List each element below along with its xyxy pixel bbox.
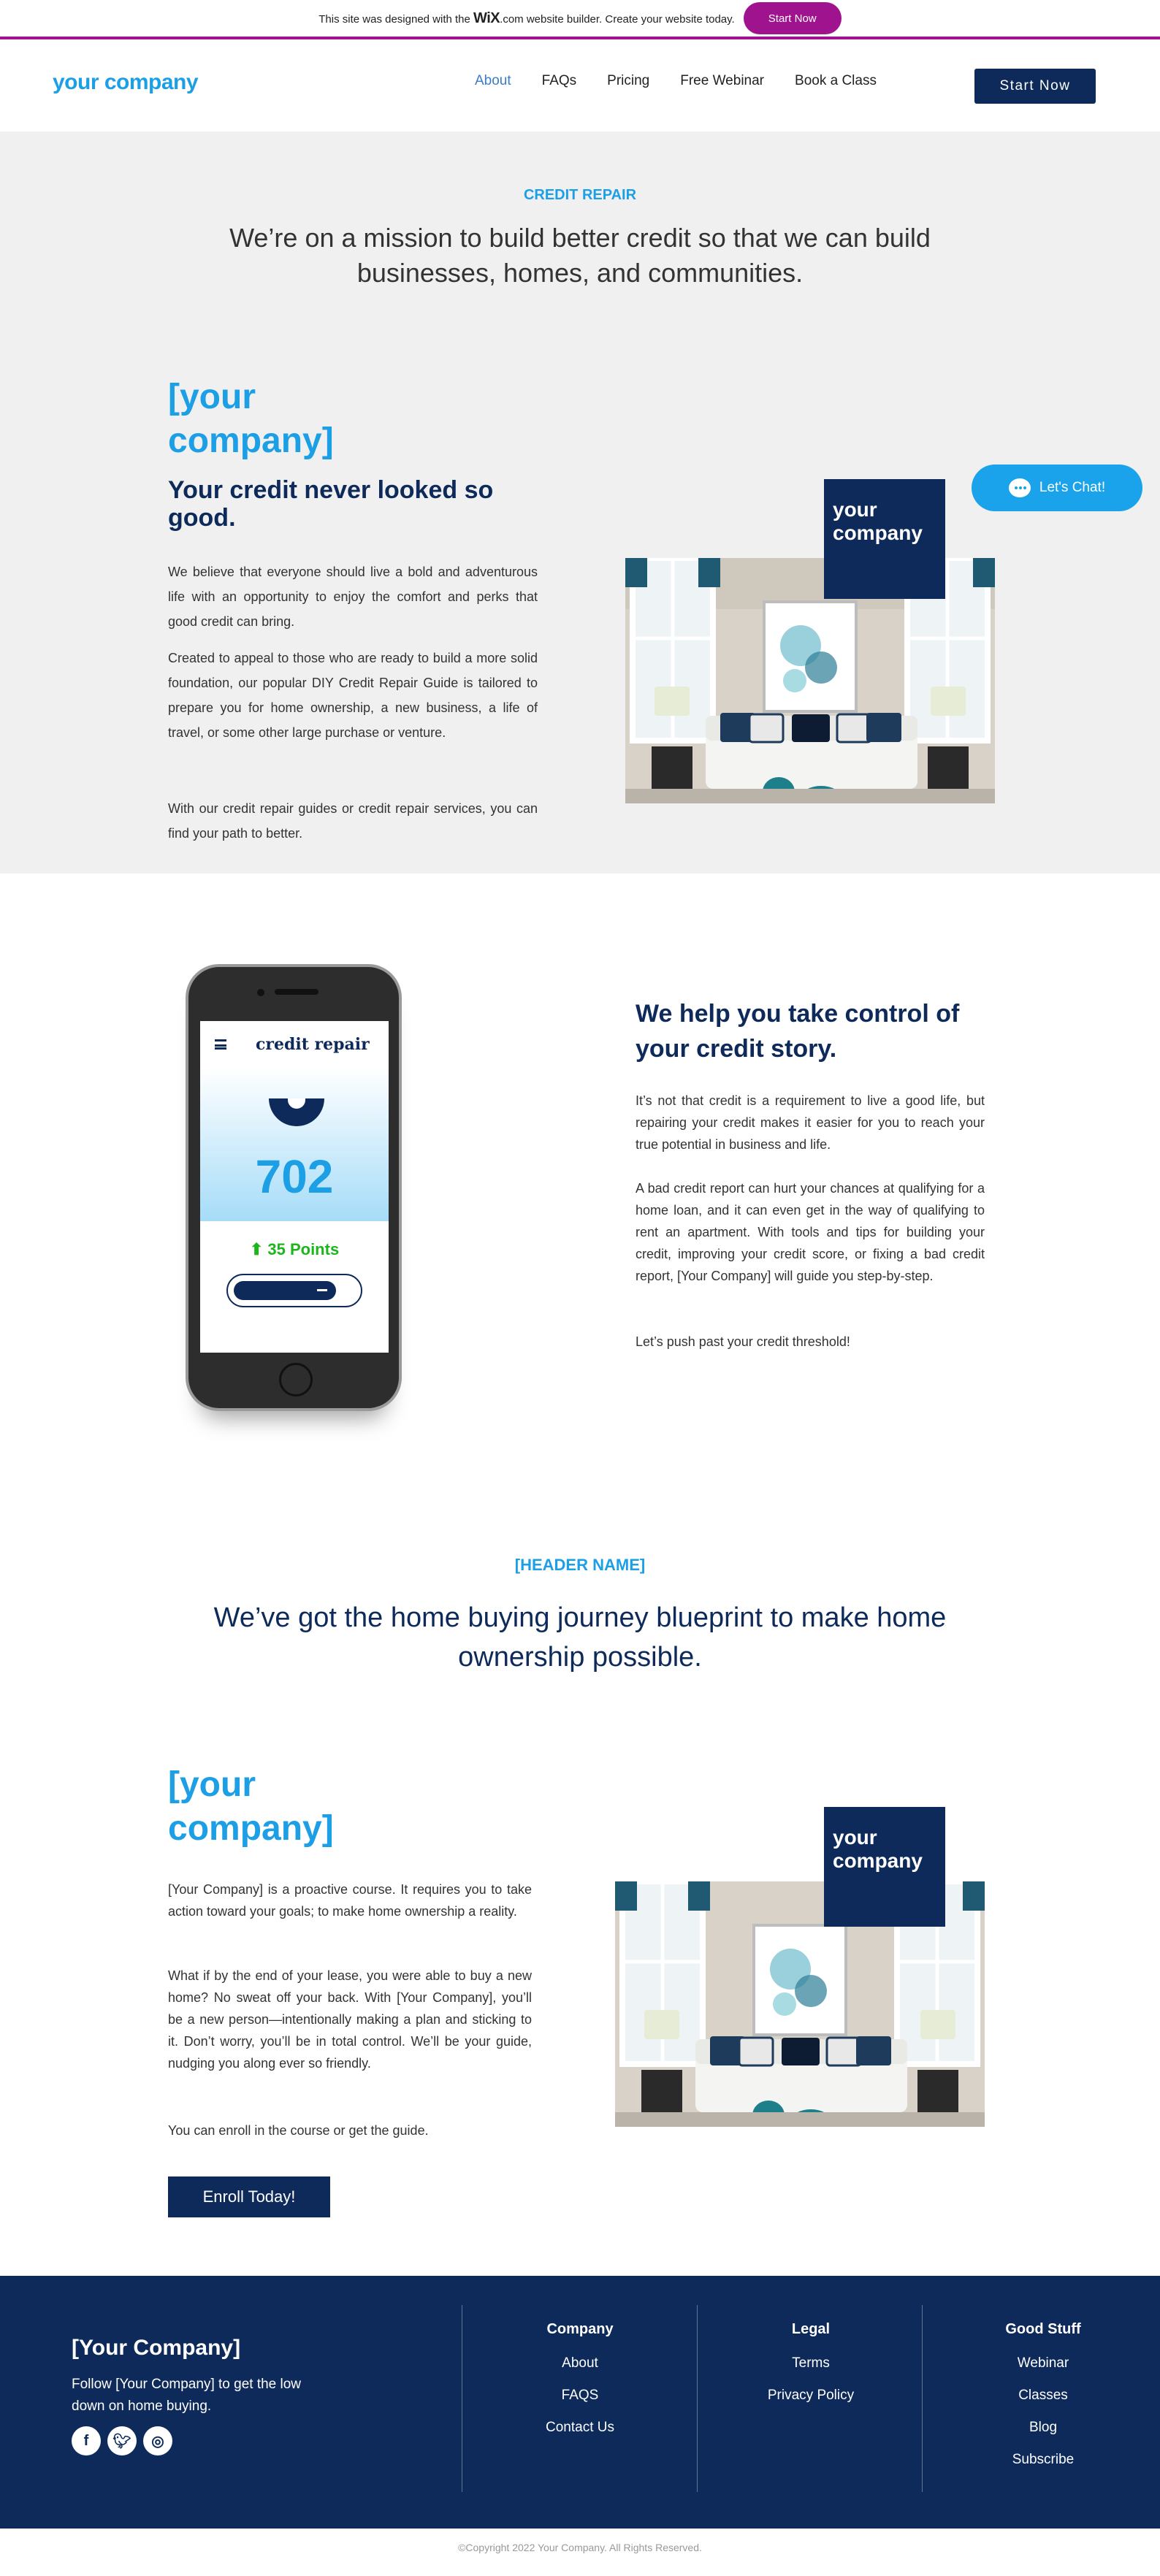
- copyright: ©Copyright 2022 Your Company. All Rights Reserved.: [458, 2542, 702, 2553]
- mission-statement: We’re on a mission to build better credit so that we can build businesses, homes, and communities.: [229, 223, 931, 288]
- chat-bubble-icon: [1009, 478, 1031, 497]
- footer-link-faqs[interactable]: FAQS: [561, 2388, 599, 2403]
- start-now-button[interactable]: Start Now: [974, 69, 1096, 104]
- footer-legal-heading: Legal: [791, 2321, 831, 2337]
- points-gain: ⬆ 35 Points: [249, 1240, 340, 1258]
- credit-story-paragraph-2: A bad credit report can hurt your chances at qualifying for a home loan, and it can even get in the way of qualifying to rent an apartment. With tools and tips for building your credit, improving your credit score, or fixing a bad credit report, [Your Company] will guide you step-by-step.: [636, 1181, 985, 1283]
- footer-good-stuff-column: [948, 2321, 1138, 2484]
- phone-screen: [200, 1021, 389, 1353]
- footer-link-webinar[interactable]: Webinar: [1017, 2355, 1069, 2371]
- footer-good-stuff-heading: Good Stuff: [1005, 2321, 1081, 2337]
- social-links: [72, 2426, 172, 2455]
- credit-story-heading: We help you take control of your credit story.: [636, 1000, 960, 1063]
- intro-eyebrow: CREDIT REPAIR: [523, 187, 637, 203]
- wix-banner: [0, 0, 1160, 39]
- enroll-today-button[interactable]: Enroll Today!: [168, 2176, 330, 2217]
- footer-company-heading: Company: [546, 2321, 614, 2337]
- nav-item-book-a-class[interactable]: Book a Class: [795, 73, 877, 88]
- phone-home-button: [279, 1363, 313, 1396]
- footer-legal-column: [716, 2321, 906, 2420]
- site-header: [0, 42, 1160, 131]
- blueprint-eyebrow: [HEADER NAME]: [514, 1556, 646, 1574]
- brand-overlay-box-2: your company: [824, 1807, 945, 1927]
- site-footer: [0, 2276, 1160, 2529]
- credit-story-paragraph-3: Let’s push past your credit threshold!: [636, 1334, 850, 1349]
- site-logo[interactable]: your company: [53, 70, 199, 94]
- footer-divider: [697, 2305, 698, 2492]
- twitter-icon[interactable]: 🐦︎: [107, 2426, 137, 2455]
- blueprint-brand: [your company]: [168, 1765, 334, 1848]
- blueprint-paragraph-2: What if by the end of your lease, you were able to buy a new home? No sweat off your back. With [Your Company], you’ll be a new person—intentionally making a plan and sticking to it. Don’t worry, you’ll be in total control. We’ll be your guide, nudging you along ever so friendly.: [168, 1968, 532, 2071]
- nav-item-free-webinar[interactable]: Free Webinar: [680, 73, 765, 88]
- footer-link-blog[interactable]: Blog: [1029, 2420, 1058, 2435]
- footer-company-column: [485, 2321, 675, 2452]
- facebook-icon[interactable]: f: [72, 2426, 101, 2455]
- wix-start-now-button[interactable]: Start Now: [744, 2, 842, 34]
- intro-paragraph-1: We believe that everyone should live a bold and adventurous life with an opportunity to enjoy the comfort and perks that good credit can bring.: [168, 565, 538, 629]
- blueprint-paragraph-3: You can enroll in the course or get the guide.: [168, 2123, 429, 2138]
- phone-mockup: [186, 964, 402, 1411]
- app-title: credit repair: [256, 1035, 370, 1054]
- intro-tagline: Your credit never looked so good.: [168, 476, 494, 532]
- footer-link-classes[interactable]: Classes: [1018, 2388, 1068, 2403]
- main-nav: [475, 73, 907, 89]
- phone-camera: [257, 989, 264, 996]
- credit-story-paragraph-1: It’s not that credit is a requirement to live a good life, but repairing your credit makes it easier for you to reach your true potential in business and life.: [636, 1093, 985, 1152]
- brand-overlay-box: your company: [824, 479, 945, 599]
- app-toggle: [226, 1274, 362, 1307]
- chat-label: Let's Chat!: [1039, 480, 1106, 495]
- blueprint-paragraph-1: [Your Company] is a proactive course. It requires you to take action toward your goals; to make home ownership a reality.: [168, 1882, 532, 1919]
- phone-speaker: [275, 989, 318, 995]
- footer-divider: [922, 2305, 923, 2492]
- credit-score: 702: [255, 1150, 334, 1203]
- footer-link-subscribe[interactable]: Subscribe: [1012, 2452, 1075, 2467]
- footer-link-privacy-policy[interactable]: Privacy Policy: [767, 2388, 855, 2403]
- nav-item-pricing[interactable]: Pricing: [607, 73, 650, 88]
- footer-link-terms[interactable]: Terms: [792, 2355, 830, 2371]
- menu-icon: [215, 1039, 226, 1050]
- lets-chat-button[interactable]: [972, 465, 1142, 511]
- blueprint-heading: We’ve got the home buying journey blueprint to make home ownership possible.: [213, 1602, 947, 1673]
- footer-follow-text: Follow [Your Company] to get the low down on home buying.: [72, 2377, 302, 2414]
- nav-item-faqs[interactable]: FAQs: [541, 73, 577, 88]
- wix-banner-text: This site was designed with the WiX.com website builder. Create your website today.: [318, 9, 735, 26]
- footer-link-about[interactable]: About: [562, 2355, 598, 2371]
- wix-logo: WiX: [473, 9, 500, 26]
- nav-item-about[interactable]: About: [475, 73, 511, 88]
- up-arrow-icon: ⬆: [249, 1240, 264, 1258]
- intro-brand: [your company]: [168, 378, 334, 460]
- intro-paragraph-2: Created to appeal to those who are ready to build a more solid foundation, our popular DIY Credit Repair Guide is tailored to prepare you for home ownership, a new business, a life of travel, or some other large purchase or venture.: [168, 651, 538, 740]
- footer-brand: [Your Company]: [72, 2336, 241, 2360]
- instagram-icon[interactable]: ◎: [143, 2426, 172, 2455]
- gauge-icon: [269, 1098, 324, 1126]
- footer-link-contact-us[interactable]: Contact Us: [546, 2420, 614, 2435]
- intro-paragraph-3: With our credit repair guides or credit repair services, you can find your path to better.: [168, 801, 538, 841]
